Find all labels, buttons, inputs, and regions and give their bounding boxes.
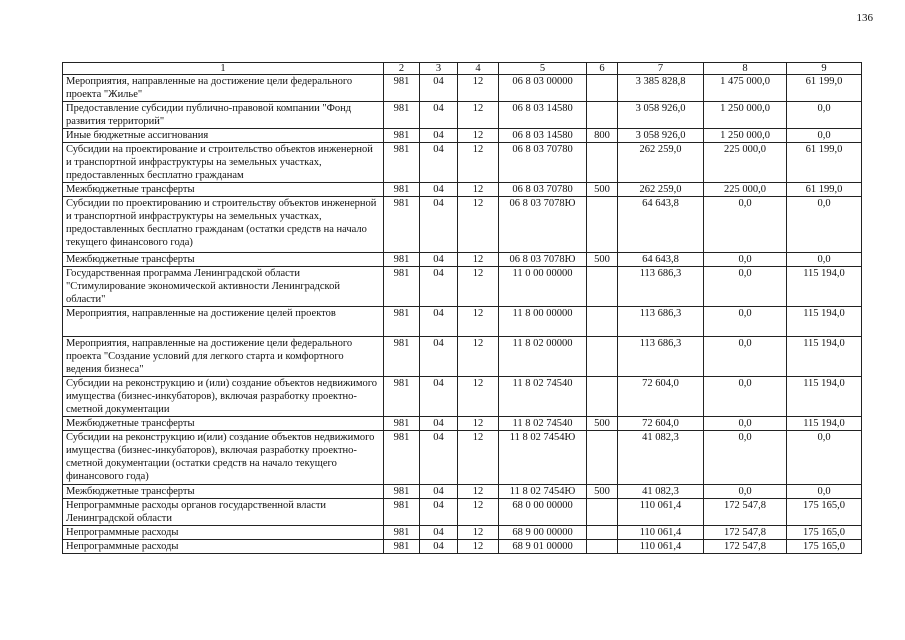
row-name-cell: Субсидии на реконструкцию и (или) создание объектов недвижимого имущества (бизнес-инкубаторов), включая разработку проектно-сметной документации xyxy=(63,377,384,417)
cell-amount-8: 0,0 xyxy=(704,337,787,377)
row-name-cell: Мероприятия, направленные на достижение цели федерального проекта "Жилье" xyxy=(63,75,384,102)
table-row xyxy=(63,267,862,307)
row-name-cell: Непрограммные расходы xyxy=(63,526,384,540)
cell-amount-7: 64 643,8 xyxy=(618,197,704,253)
cell-amount-9: 175 165,0 xyxy=(787,526,862,540)
cell-amount-7: 64 643,8 xyxy=(618,253,704,267)
cell-c3: 04 xyxy=(420,253,458,267)
cell-c6 xyxy=(587,499,618,526)
cell-amount-9: 175 165,0 xyxy=(787,499,862,526)
cell-c4: 12 xyxy=(458,431,499,485)
cell-amount-8: 172 547,8 xyxy=(704,526,787,540)
row-name-cell: Государственная программа Ленинградской области "Стимулирование экономической активности Ленинградской области" xyxy=(63,267,384,307)
row-name-cell: Мероприятия, направленные на достижение целей проектов xyxy=(63,307,384,337)
header-cell: 5 xyxy=(499,63,587,75)
cell-amount-9: 0,0 xyxy=(787,102,862,129)
cell-amount-8: 225 000,0 xyxy=(704,143,787,183)
cell-c3: 04 xyxy=(420,307,458,337)
cell-amount-8: 172 547,8 xyxy=(704,499,787,526)
cell-c5: 11 8 02 74540 xyxy=(499,417,587,431)
cell-c2: 981 xyxy=(384,183,420,197)
row-name-cell: Иные бюджетные ассигнования xyxy=(63,129,384,143)
cell-c5: 06 8 03 14580 xyxy=(499,102,587,129)
row-name-cell: Мероприятия, направленные на достижение цели федерального проекта "Создание условий для легкого старта и комфортного ведения бизнеса" xyxy=(63,337,384,377)
header-cell: 6 xyxy=(587,63,618,75)
cell-amount-7: 3 385 828,8 xyxy=(618,75,704,102)
cell-c4: 12 xyxy=(458,540,499,554)
cell-c6 xyxy=(587,267,618,307)
cell-amount-8: 0,0 xyxy=(704,197,787,253)
table-row xyxy=(63,377,862,417)
cell-c2: 981 xyxy=(384,75,420,102)
cell-c3: 04 xyxy=(420,143,458,183)
cell-amount-9: 0,0 xyxy=(787,129,862,143)
cell-c4: 12 xyxy=(458,253,499,267)
cell-amount-9: 61 199,0 xyxy=(787,183,862,197)
cell-amount-7: 72 604,0 xyxy=(618,417,704,431)
table-row xyxy=(63,143,862,183)
table-row xyxy=(63,197,862,253)
cell-amount-7: 41 082,3 xyxy=(618,431,704,485)
cell-c3: 04 xyxy=(420,183,458,197)
header-cell: 8 xyxy=(704,63,787,75)
cell-c3: 04 xyxy=(420,526,458,540)
cell-c5: 06 8 03 7078Ю xyxy=(499,197,587,253)
cell-c4: 12 xyxy=(458,499,499,526)
cell-c2: 981 xyxy=(384,485,420,499)
cell-c2: 981 xyxy=(384,431,420,485)
cell-amount-9: 0,0 xyxy=(787,485,862,499)
cell-amount-7: 41 082,3 xyxy=(618,485,704,499)
cell-c3: 04 xyxy=(420,377,458,417)
table-row xyxy=(63,102,862,129)
table-body xyxy=(63,75,862,554)
table-row xyxy=(63,499,862,526)
table-row xyxy=(63,540,862,554)
table-row xyxy=(63,183,862,197)
cell-c3: 04 xyxy=(420,337,458,377)
cell-c4: 12 xyxy=(458,526,499,540)
header-cell: 7 xyxy=(618,63,704,75)
cell-c6 xyxy=(587,526,618,540)
cell-amount-7: 262 259,0 xyxy=(618,183,704,197)
cell-c5: 11 8 02 00000 xyxy=(499,337,587,377)
cell-c6 xyxy=(587,307,618,337)
cell-amount-7: 113 686,3 xyxy=(618,337,704,377)
cell-c2: 981 xyxy=(384,526,420,540)
budget-table xyxy=(62,62,862,554)
cell-amount-8: 172 547,8 xyxy=(704,540,787,554)
row-name-cell: Субсидии на проектирование и строительство объектов инженерной и транспортной инфраструктуры на земельных участках, предоставленных бесплатно гражданам xyxy=(63,143,384,183)
table-row xyxy=(63,431,862,485)
cell-c5: 11 8 02 74540 xyxy=(499,377,587,417)
table-row xyxy=(63,253,862,267)
header-row xyxy=(63,63,862,75)
row-name-cell: Межбюджетные трансферты xyxy=(63,183,384,197)
table-row xyxy=(63,129,862,143)
row-name-cell: Непрограммные расходы xyxy=(63,540,384,554)
cell-c4: 12 xyxy=(458,337,499,377)
cell-c4: 12 xyxy=(458,485,499,499)
cell-c5: 06 8 03 00000 xyxy=(499,75,587,102)
cell-c3: 04 xyxy=(420,485,458,499)
cell-amount-8: 0,0 xyxy=(704,431,787,485)
cell-c6 xyxy=(587,431,618,485)
header-cell: 4 xyxy=(458,63,499,75)
row-name-cell: Предоставление субсидии публично-правовой компании "Фонд развития территорий" xyxy=(63,102,384,129)
cell-c3: 04 xyxy=(420,417,458,431)
cell-amount-9: 115 194,0 xyxy=(787,307,862,337)
cell-c5: 11 0 00 00000 xyxy=(499,267,587,307)
cell-amount-7: 110 061,4 xyxy=(618,540,704,554)
cell-amount-9: 115 194,0 xyxy=(787,337,862,377)
cell-c2: 981 xyxy=(384,337,420,377)
cell-amount-9: 115 194,0 xyxy=(787,377,862,417)
header-cell: 9 xyxy=(787,63,862,75)
table-row xyxy=(63,485,862,499)
table-row xyxy=(63,75,862,102)
cell-amount-9: 0,0 xyxy=(787,431,862,485)
cell-c2: 981 xyxy=(384,102,420,129)
table-row xyxy=(63,337,862,377)
cell-c5: 06 8 03 7078Ю xyxy=(499,253,587,267)
cell-c6: 500 xyxy=(587,253,618,267)
cell-c6 xyxy=(587,540,618,554)
cell-c6 xyxy=(587,377,618,417)
cell-c3: 04 xyxy=(420,499,458,526)
header-cell: 2 xyxy=(384,63,420,75)
cell-amount-8: 0,0 xyxy=(704,417,787,431)
cell-amount-7: 110 061,4 xyxy=(618,526,704,540)
cell-amount-7: 262 259,0 xyxy=(618,143,704,183)
cell-c6 xyxy=(587,197,618,253)
cell-c5: 06 8 03 70780 xyxy=(499,143,587,183)
cell-c6 xyxy=(587,143,618,183)
cell-c4: 12 xyxy=(458,377,499,417)
cell-amount-9: 0,0 xyxy=(787,197,862,253)
cell-amount-7: 113 686,3 xyxy=(618,307,704,337)
cell-c4: 12 xyxy=(458,75,499,102)
cell-amount-8: 1 250 000,0 xyxy=(704,102,787,129)
cell-amount-7: 110 061,4 xyxy=(618,499,704,526)
cell-c3: 04 xyxy=(420,267,458,307)
cell-amount-8: 0,0 xyxy=(704,307,787,337)
cell-c2: 981 xyxy=(384,499,420,526)
cell-amount-7: 3 058 926,0 xyxy=(618,129,704,143)
cell-c6: 500 xyxy=(587,485,618,499)
cell-c5: 68 9 00 00000 xyxy=(499,526,587,540)
cell-c3: 04 xyxy=(420,75,458,102)
cell-c2: 981 xyxy=(384,540,420,554)
cell-amount-9: 0,0 xyxy=(787,253,862,267)
cell-c2: 981 xyxy=(384,307,420,337)
cell-c2: 981 xyxy=(384,143,420,183)
header-cell: 1 xyxy=(63,63,384,75)
row-name-cell: Межбюджетные трансферты xyxy=(63,417,384,431)
row-name-cell: Непрограммные расходы органов государственной власти Ленинградской области xyxy=(63,499,384,526)
cell-c6: 500 xyxy=(587,417,618,431)
cell-amount-8: 1 475 000,0 xyxy=(704,75,787,102)
cell-amount-9: 61 199,0 xyxy=(787,75,862,102)
cell-c2: 981 xyxy=(384,253,420,267)
cell-amount-9: 115 194,0 xyxy=(787,417,862,431)
cell-amount-7: 113 686,3 xyxy=(618,267,704,307)
table-row xyxy=(63,417,862,431)
cell-c4: 12 xyxy=(458,102,499,129)
cell-c5: 11 8 00 00000 xyxy=(499,307,587,337)
cell-amount-9: 61 199,0 xyxy=(787,143,862,183)
cell-c6 xyxy=(587,102,618,129)
cell-c6: 500 xyxy=(587,183,618,197)
row-name-cell: Субсидии на реконструкцию и(или) создание объектов недвижимого имущества (бизнес-инкубаторов), включая разработку проектно-сметной документации (остатки средств на начало текущего финансового года) xyxy=(63,431,384,485)
page-number: 136 xyxy=(856,12,873,24)
cell-amount-7: 72 604,0 xyxy=(618,377,704,417)
cell-amount-8: 0,0 xyxy=(704,485,787,499)
cell-c3: 04 xyxy=(420,129,458,143)
cell-c6: 800 xyxy=(587,129,618,143)
cell-amount-8: 0,0 xyxy=(704,267,787,307)
cell-amount-8: 0,0 xyxy=(704,253,787,267)
cell-amount-9: 115 194,0 xyxy=(787,267,862,307)
cell-amount-8: 1 250 000,0 xyxy=(704,129,787,143)
cell-c5: 06 8 03 70780 xyxy=(499,183,587,197)
cell-c4: 12 xyxy=(458,307,499,337)
row-name-cell: Межбюджетные трансферты xyxy=(63,485,384,499)
cell-amount-8: 0,0 xyxy=(704,377,787,417)
cell-c5: 68 0 00 00000 xyxy=(499,499,587,526)
cell-c5: 68 9 01 00000 xyxy=(499,540,587,554)
cell-c3: 04 xyxy=(420,197,458,253)
cell-c5: 11 8 02 7454Ю xyxy=(499,485,587,499)
cell-amount-8: 225 000,0 xyxy=(704,183,787,197)
cell-c6 xyxy=(587,75,618,102)
cell-c2: 981 xyxy=(384,267,420,307)
cell-c3: 04 xyxy=(420,102,458,129)
table-row xyxy=(63,307,862,337)
table-row xyxy=(63,526,862,540)
cell-c2: 981 xyxy=(384,129,420,143)
cell-c2: 981 xyxy=(384,377,420,417)
cell-amount-9: 175 165,0 xyxy=(787,540,862,554)
row-name-cell: Субсидии по проектированию и строительству объектов инженерной и транспортной инфраструктуры на земельных участках, предоставленных бесплатно гражданам (остатки средств на начало текущего финансового года) xyxy=(63,197,384,253)
cell-c4: 12 xyxy=(458,143,499,183)
header-cell: 3 xyxy=(420,63,458,75)
cell-c5: 06 8 03 14580 xyxy=(499,129,587,143)
cell-c4: 12 xyxy=(458,183,499,197)
cell-c2: 981 xyxy=(384,197,420,253)
cell-c4: 12 xyxy=(458,267,499,307)
cell-c3: 04 xyxy=(420,431,458,485)
row-name-cell: Межбюджетные трансферты xyxy=(63,253,384,267)
cell-c4: 12 xyxy=(458,129,499,143)
cell-c4: 12 xyxy=(458,197,499,253)
cell-amount-7: 3 058 926,0 xyxy=(618,102,704,129)
cell-c6 xyxy=(587,337,618,377)
cell-c2: 981 xyxy=(384,417,420,431)
cell-c3: 04 xyxy=(420,540,458,554)
cell-c5: 11 8 02 7454Ю xyxy=(499,431,587,485)
cell-c4: 12 xyxy=(458,417,499,431)
